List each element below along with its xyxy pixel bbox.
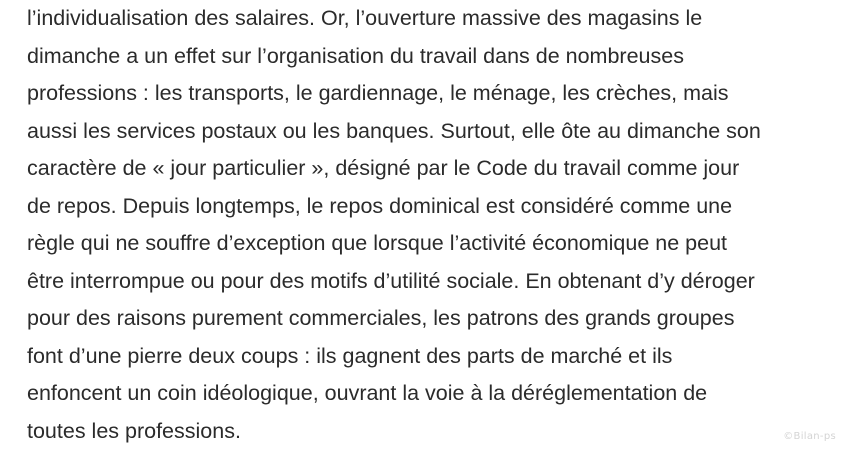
article-paragraph xyxy=(27,0,842,450)
paragraph-line: pour des raisons purement commerciales, les patrons des grands groupes xyxy=(27,306,735,330)
paragraph-line: toutes les professions. xyxy=(27,418,241,443)
watermark: ©Bilan-ps xyxy=(783,431,836,442)
paragraph-line: dimanche a un effet sur l’organisation du travail dans de nombreuses xyxy=(27,43,684,68)
paragraph-line: règle qui ne souffre d’exception que lorsque l’activité économique ne peut xyxy=(27,231,728,255)
paragraph-line: de repos. Depuis longtemps, le repos dominical est considéré comme une xyxy=(27,193,733,218)
paragraph-line: professions : les transports, le gardiennage, le ménage, les crèches, mais xyxy=(27,81,729,105)
paragraph-line: être interrompue ou pour des motifs d’utilité sociale. En obtenant d’y déroger xyxy=(27,268,755,293)
paragraph-line: font d’une pierre deux coups : ils gagnent des parts de marché et ils xyxy=(27,343,673,368)
paragraph-line: enfoncent un coin idéologique, ouvrant la voie à la déréglementation de xyxy=(27,381,708,405)
paragraph-line: aussi les services postaux ou les banques. Surtout, elle ôte au dimanche son xyxy=(27,118,761,143)
paragraph-line: l’individualisation des salaires. Or, l’ouverture massive des magasins le xyxy=(27,6,703,30)
paragraph-line: caractère de « jour particulier », désigné par le Code du travail comme jour xyxy=(27,156,740,180)
